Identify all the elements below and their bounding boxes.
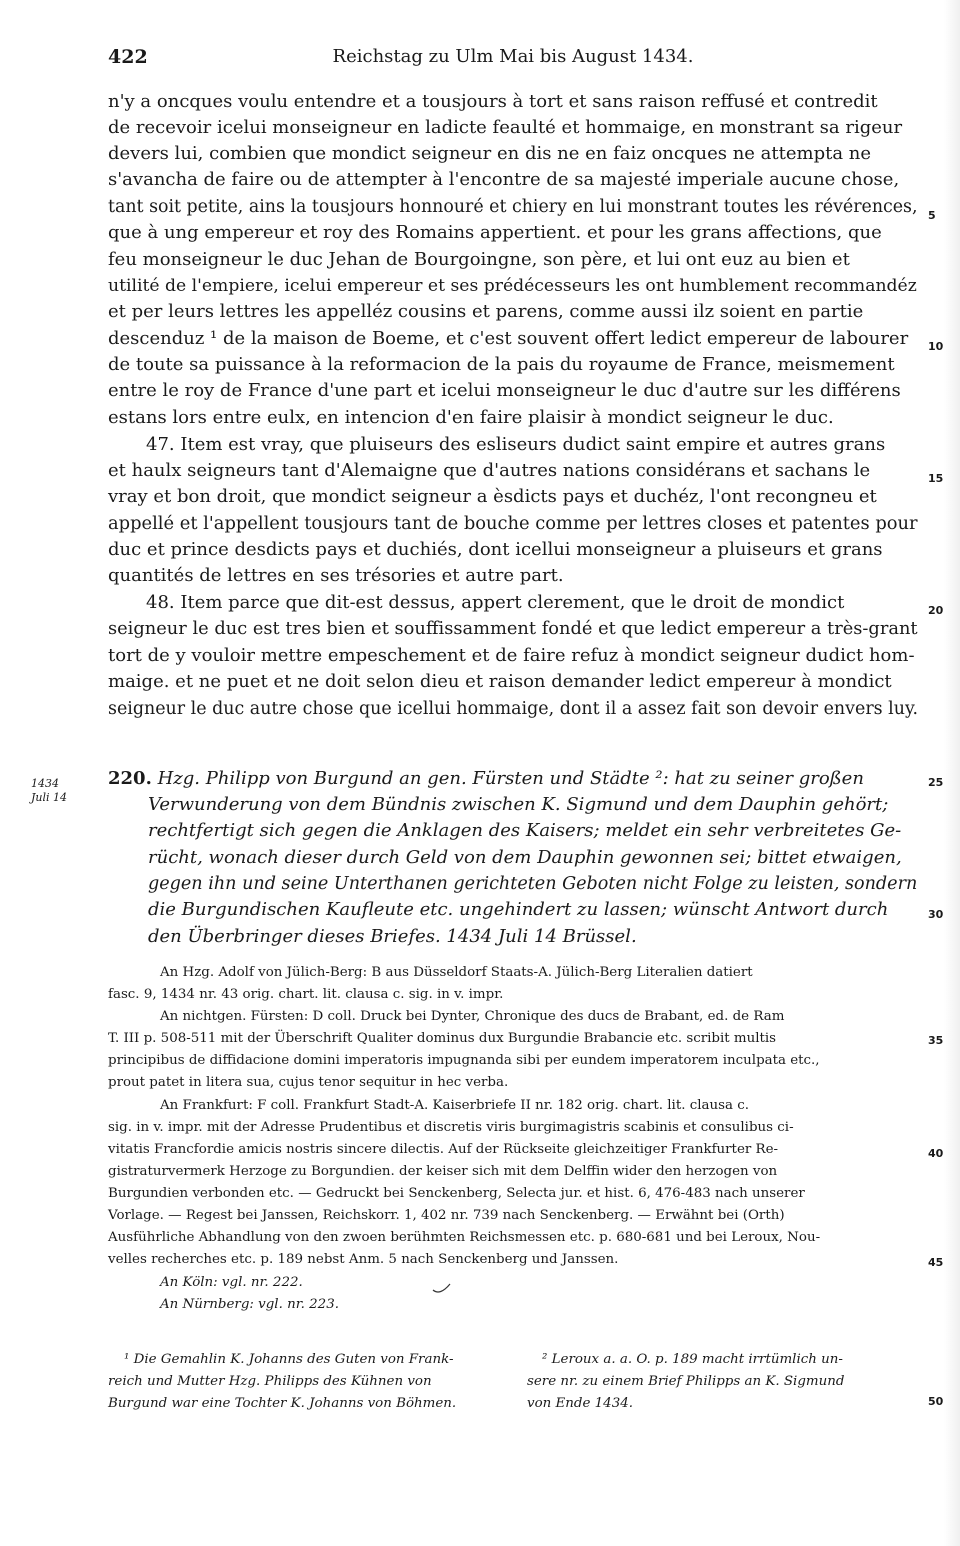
body-line: tant soit petite, ains la tousjours honnouré et chiery en lui monstrant toutes les révérences, xyxy=(108,197,918,217)
apparatus-line: principibus de diffidacione domini imperatoris impugnanda sibi per eundem imperatorem inculpata etc., xyxy=(108,1053,820,1068)
line-number: 50 xyxy=(928,1395,944,1408)
body-line: que à ung empereur et roy des Romains appertient. et pour les grans affections, que xyxy=(108,222,882,243)
body-line: utilité de l'empiere, icelui empereur et ses prédécesseurs les ont humblement recommandéz xyxy=(108,276,917,296)
body-line: 48. Item parce que dit-est dessus, appert clerement, que le droit de mondict xyxy=(146,592,845,613)
margin-day: Juli 14 xyxy=(31,791,68,804)
footnote-right-line: ² Leroux a. a. O. p. 189 macht irrtümlich un- xyxy=(542,1352,843,1367)
apparatus-line: An Nürnberg: vgl. nr. 223. xyxy=(160,1297,339,1312)
running-title: Reichstag zu Ulm Mai bis August 1434. xyxy=(332,46,694,67)
apparatus-line: An Frankfurt: F coll. Frankfurt Stadt-A. Kaiserbriefe II nr. 182 orig. chart. lit. clausa c. xyxy=(160,1098,749,1113)
line-number: 40 xyxy=(928,1147,944,1160)
regest-line: gegen ihn und seine Unterthanen gerichteten Geboten nicht Folge zu leisten, sondern xyxy=(148,874,918,894)
footnote-right-line: sere nr. zu einem Brief Philipps an K. Sigmund xyxy=(527,1374,845,1389)
body-line: maige. et ne puet et ne doit selon dieu et raison demander ledict empereur à mondict xyxy=(108,671,892,692)
line-number: 25 xyxy=(928,776,944,789)
regest-line: die Burgundischen Kaufleute etc. ungehindert zu lassen; wünscht Antwort durch xyxy=(148,899,889,920)
body-line: tort de y vouloir mettre empeschement et de faire refuz à mondict seigneur dudict hom- xyxy=(108,645,915,666)
margin-date xyxy=(31,777,67,805)
apparatus-line: An Köln: vgl. nr. 222. xyxy=(160,1275,303,1290)
apparatus-line: Vorlage. — Regest bei Janssen, Reichskorr. 1, 402 nr. 739 nach Senckenberg. — Erwähnt bei (Orth) xyxy=(108,1208,785,1223)
page-number: 422 xyxy=(108,46,148,68)
regest-line: rücht, wonach dieser durch Geld von dem Dauphin gewonnen sei; bittet etwaigen, xyxy=(148,847,902,868)
line-number: 15 xyxy=(928,472,944,485)
regest-line: rechtfertigt sich gegen die Anklagen des Kaisers; meldet ein sehr verbreitetes Ge- xyxy=(148,820,902,841)
footnote-right-line: von Ende 1434. xyxy=(527,1396,633,1411)
line-number: 20 xyxy=(928,604,944,617)
apparatus-line: gistraturvermerk Herzoge zu Borgundien. der keiser sich mit dem Delffin wider den herzogen von xyxy=(108,1164,778,1179)
apparatus-line: Ausführliche Abhandlung von den zwoen berühmten Reichsmessen etc. p. 680-681 und bei Leroux, Nou- xyxy=(108,1230,821,1245)
body-line: seigneur le duc est tres bien et souffissamment fondé et que ledict empereur a très-grant xyxy=(108,618,918,639)
apparatus-line: fasc. 9, 1434 nr. 43 orig. chart. lit. clausa c. sig. in v. impr. xyxy=(108,987,504,1002)
body-line: seigneur le duc autre chose que icellui hommaige, dont il a assez fait son devoir envers luy. xyxy=(108,699,919,719)
footnote-left-line: reich und Mutter Hzg. Philipps des Kühnen von xyxy=(108,1374,432,1389)
line-number: 45 xyxy=(928,1256,944,1269)
body-line: devers lui, combien que mondict seigneur en dis ne en faiz oncques ne attempta ne xyxy=(108,143,872,164)
regest-line: den Überbringer dieses Briefes. 1434 Juli 14 Brüssel. xyxy=(148,926,637,947)
body-line: vray et bon droit, que mondict seigneur a èsdicts pays et duchéz, l'ont recongneu et xyxy=(108,486,877,507)
body-line: et haulx seigneurs tant d'Alemaigne que d'autres nations considérans et sachans le xyxy=(108,460,871,481)
body-line: feu monseigneur le duc Jehan de Bourgoingne, son père, et lui ont euz au bien et xyxy=(108,249,850,270)
body-line: de toute sa puissance à la reformacion de la pais du royaume de France, meismement xyxy=(108,354,895,375)
body-line: entre le roy de France d'une part et icelui monseigneur le duc d'autre sur les différens xyxy=(108,380,901,401)
regest-line: Verwunderung von dem Bündnis zwischen K. Sigmund und dem Dauphin gehört; xyxy=(148,794,889,815)
pen-mark xyxy=(432,1282,452,1294)
apparatus-line: prout patet in litera sua, cujus tenor sequitur in hec verba. xyxy=(108,1075,509,1090)
body-line: de recevoir icelui monseigneur en ladicte feaulté et hommaige, en monstrant sa rigeur xyxy=(108,117,903,138)
line-number: 5 xyxy=(928,209,936,222)
apparatus-line: vitatis Francfordie amicis nostris sincere dilectis. Auf der Rückseite gleichzeitiger Frankfurter Re- xyxy=(108,1142,779,1157)
apparatus-line: An nichtgen. Fürsten: D coll. Druck bei Dynter, Chronique des ducs de Brabant, ed. de Ram xyxy=(160,1009,785,1024)
apparatus-line: An Hzg. Adolf von Jülich-Berg: B aus Düsseldorf Staats-A. Jülich-Berg Literalien datiert xyxy=(160,965,753,980)
body-line: estans lors entre eulx, en intencion d'en faire plaisir à mondict seigneur le duc. xyxy=(108,407,834,428)
regest-number: 220. xyxy=(108,768,152,789)
regest-line: 220. Hzg. Philipp von Burgund an gen. Fürsten und Städte ²: hat zu seiner großen xyxy=(108,768,864,789)
body-line: n'y a oncques voulu entendre et a tousjours à tort et sans raison reffusé et contredit xyxy=(108,91,878,112)
footnote-left-line: ¹ Die Gemahlin K. Johanns des Guten von Frank- xyxy=(124,1352,454,1367)
body-line: appellé et l'appellent tousjours tant de bouche comme per lettres closes et patentes pour xyxy=(108,513,918,534)
line-number: 10 xyxy=(928,340,944,353)
footnote-left-line: Burgund war eine Tochter K. Johanns von Böhmen. xyxy=(108,1396,457,1411)
page-edge-shadow xyxy=(944,0,960,1546)
body-line: descenduz ¹ de la maison de Boeme, et c'est souvent offert ledict empereur de labourer xyxy=(108,328,909,349)
body-line: quantités de lettres en ses trésories et autre part. xyxy=(108,565,564,586)
apparatus-line: velles recherches etc. p. 189 nebst Anm. 5 nach Senckenberg und Janssen. xyxy=(108,1252,619,1267)
body-line: 47. Item est vray, que pluiseurs des esliseurs dudict saint empire et autres grans xyxy=(146,434,886,455)
body-line: duc et prince desdicts pays et duchiés, dont icellui monseigneur a pluiseurs et grans xyxy=(108,539,883,560)
margin-year: 1434 xyxy=(31,777,59,790)
apparatus-line: T. III p. 508-511 mit der Überschrift Qualiter dominus dux Burgundie Brabancie etc. scribit multis xyxy=(108,1031,777,1046)
apparatus-line: sig. in v. impr. mit der Adresse Prudentibus et discretis viris burgimagistris scabinis et consulibus ci- xyxy=(108,1120,794,1135)
line-number: 30 xyxy=(928,908,944,921)
page-header xyxy=(108,46,918,76)
body-line: s'avancha de faire ou de attempter à l'encontre de sa majesté imperiale aucune chose, xyxy=(108,169,900,190)
body-line: et per leurs lettres les appelléz cousins et parens, comme aussi ilz soient en partie xyxy=(108,301,864,322)
line-number: 35 xyxy=(928,1034,944,1047)
apparatus-line: Burgundien verbonden etc. — Gedruckt bei Senckenberg, Selecta jur. et hist. 6, 476-483 nach unserer xyxy=(108,1186,805,1201)
